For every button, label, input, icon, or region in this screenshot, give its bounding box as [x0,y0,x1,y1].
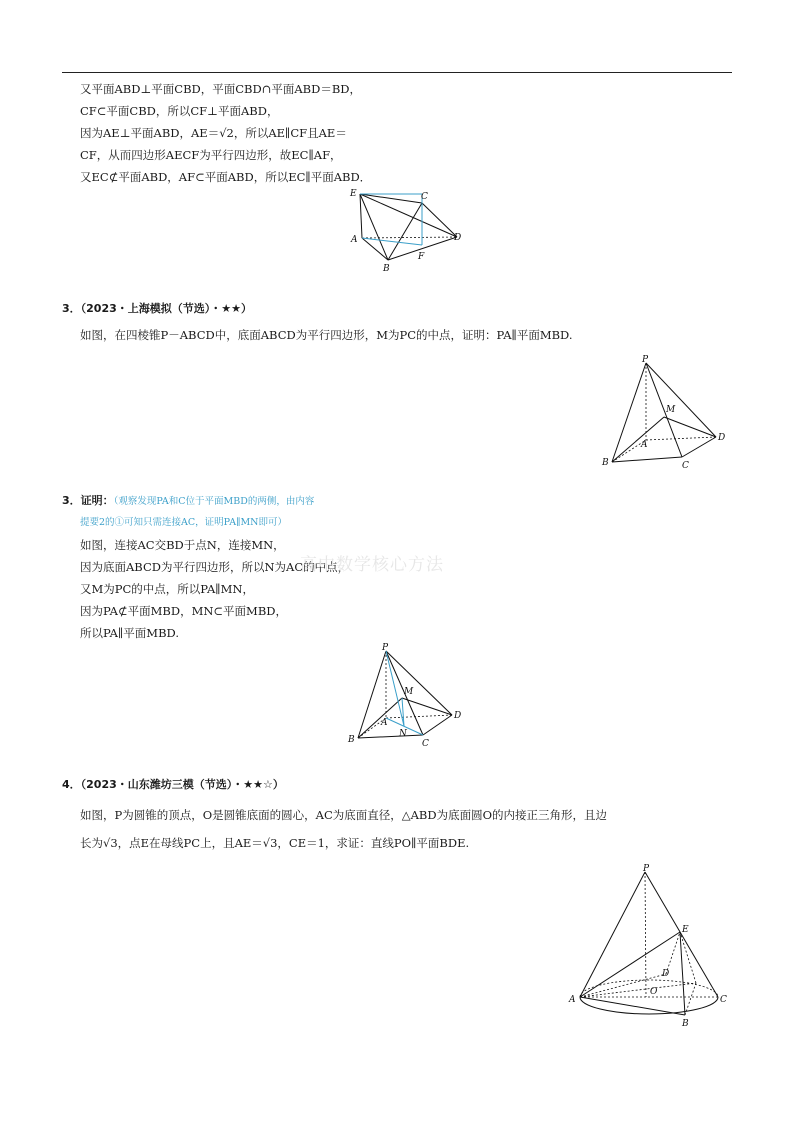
fig1-label-B: B [383,264,390,274]
proof2-line-5: 又EC⊄平面ABD，AF⊂平面ABD，所以EC∥平面ABD． [80,170,372,184]
fig2-label-B: B [602,458,609,468]
proof2-line-2: CF⊂平面CBD，所以CF⊥平面ABD， [80,104,279,118]
proof3-hint-1: （观察发现PA和C位于平面MBD的两侧，由内容 [113,496,315,507]
figure-1-prism [340,185,470,275]
fig4-label-D: D [662,969,670,979]
figure-2-pyramid [598,355,733,470]
fig1-label-E: E [350,189,357,199]
figure-4-cone [568,862,738,1032]
proof3-line-2: 因为底面ABCD为平行四边形，所以N为AC的中点， [80,560,350,574]
proof2-line-4: CF，从而四边形AECF为平行四边形，故EC∥AF， [80,148,342,162]
proof3-line-hint [62,494,314,509]
fig3-label-M: M [404,687,414,697]
figure-3-pyramid [344,643,464,753]
q3-text: 如图，在四棱锥P－ABCD中，底面ABCD为平行四边形，M为PC的中点，证明：PA∥平面MBD. [80,328,573,342]
fig2-label-C: C [682,461,689,471]
proof2-line-3: 因为AE⊥平面ABD，AE＝√2，所以AE∥CF且AE＝ [80,126,347,140]
proof3-line-3: 又M为PC的中点，所以PA∥MN， [80,582,254,596]
fig3-label-P: P [382,643,389,653]
proof3-line-1: 如图，连接AC交BD于点N，连接MN， [80,538,285,552]
fig2-label-A: A [641,440,648,450]
q4-text-1: 如图，P为圆锥的顶点，O是圆锥底面的圆心，AC为底面直径，△ABD为底面圆O的内接正三角形，且边 [80,808,608,822]
fig3-label-C: C [422,739,429,749]
fig4-label-A: A [569,995,576,1005]
fig1-label-D: D [454,233,462,243]
fig2-label-P: P [642,355,649,365]
fig3-label-N: N [399,729,407,739]
proof3-line-4: 因为PA⊄平面MBD，MN⊂平面MBD， [80,604,287,618]
fig4-label-E: E [682,925,689,935]
fig3-label-A: A [381,718,388,728]
proof3-hint-2: 提要2的①可知只需连接AC，证明PA∥MN即可） [80,517,287,528]
proof3-label: 3．证明： [62,494,114,507]
proof2-line-1: 又平面ABD⊥平面CBD，平面CBD∩平面ABD＝BD， [80,82,362,96]
q4-text-2: 长为√3，点E在母线PC上，且AE＝√3，CE＝1，求证：直线PO∥平面BDE. [80,836,470,850]
fig4-label-C: C [720,995,727,1005]
proof3-line-5: 所以PA∥平面MBD. [80,626,179,640]
header-rule [62,72,732,73]
fig3-label-B: B [348,735,355,745]
fig2-label-D: D [718,433,726,443]
fig3-label-D: D [454,711,462,721]
q4-header: 4．（2023・山东潍坊三模（节选）・★★☆） [62,778,284,791]
q3-header: 3．（2023・上海模拟（节选）・★★） [62,302,252,315]
watermark: 高中数学核心方法 [300,555,444,575]
fig1-label-A: A [351,235,358,245]
fig4-label-B: B [682,1019,689,1029]
fig4-label-O: O [650,987,658,997]
fig2-label-M: M [666,405,676,415]
fig4-label-P: P [643,864,650,874]
fig1-label-F: F [418,252,425,262]
fig1-label-C: C [421,192,428,202]
